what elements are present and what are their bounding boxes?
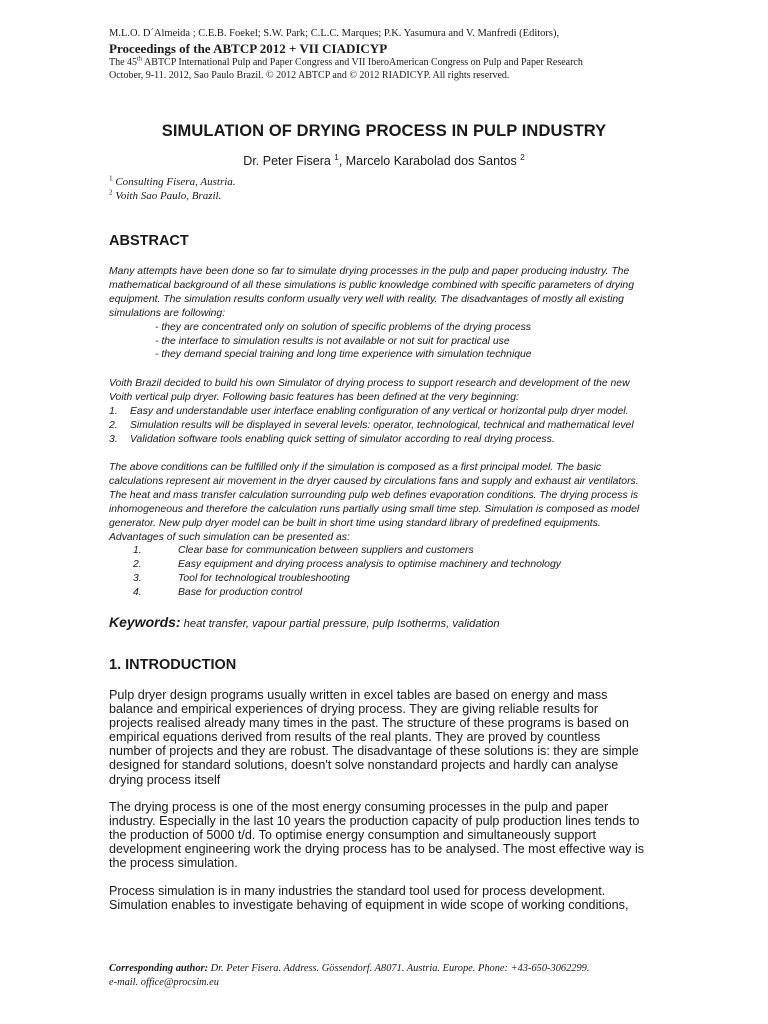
introduction-heading: 1. INTRODUCTION xyxy=(109,657,237,673)
intro-paragraph-2: The drying process is one of the most energy consuming processes in the pulp and paper industry. Especially in the last 10 years the production capacity of pulp production lines tends to the production of 5000 t/d. To optimise energy consumption and simultaneously support development engineering work the drying process has to be analysed. The most effective way is the process simulation. xyxy=(109,800,645,871)
list-item: 1. Clear base for communication between suppliers and customers xyxy=(133,545,474,557)
list-item: 4. Base for production control xyxy=(133,587,303,599)
footer-corresponding-author: Corresponding author: Dr. Peter Fisera. Address. Gössendorf. A8071. Austria. Europe. Phone: +43-650-3062299. xyxy=(109,963,590,974)
header-proceedings: Proceedings of the ABTCP 2012 + VII CIADICYP xyxy=(109,41,388,56)
abstract-paragraph-3: The above conditions can be fulfilled only if the simulation is composed as a first principal model. The basic calculations represent air movement in the dryer caused by circulations fans and supply and exhaust air ventilators. The heat and mass transfer calculation surrounding pulp web defines evaporation conditions. The drying process is inhomogeneous and therefore the calculation runs partially using small time step. Simulation is composed as model generator. New pulp dryer model can be built in short time using standard library of predefined equipments. Advantages of such simulation can be presented as: 1. Clear base for communication between suppliers and customers 2. Easy equipment and drying process analysis to optimise machinery and technology 3. Tool for technological troubleshooting 4. Base for production control xyxy=(109,461,658,600)
list-item: 3. Tool for technological troubleshooting xyxy=(133,573,350,585)
intro-paragraph-1: Pulp dryer design programs usually written in excel tables are based on energy and mass balance and empirical experiences of drying process. They are giving reliable results for projects realised already many times in the past. The structure of these programs is based on empirical equations derived from results of the real plants. They are proved by countless number of projects and they are robust. The disadvantage of these solutions is: they are simple designed for standard solutions, doesn't solve nonstandard projects and hardly can analyse drying process itself xyxy=(109,688,639,787)
abstract-paragraph-2: Voith Brazil decided to build his own Simulator of drying process to support research and development of the new Voith vertical pulp dryer. Following basic features has been defined at the very beginning: 1. Easy and understandable user interface enabling configuration of any vertical or horizontal pulp dryer model. 2. Simulation results will be displayed in several levels: operator, technological, technical and mathematical level 3. Validation software tools enabling quick setting of simulator according to real drying process. xyxy=(109,377,658,447)
header-date: October, 9-11. 2012, Sao Paulo Brazil. © 2012 ABTCP and © 2012 RIADICYP. All rights reserved. xyxy=(109,70,510,81)
list-item: 2. Simulation results will be displayed in several levels: operator, technological, technical and mathematical level xyxy=(109,419,634,431)
footer-email: e-mail. office@procsim.eu xyxy=(109,977,219,988)
affiliation-1: $^1$ Consulting Fisera, Austria. xyxy=(109,174,236,188)
paper-authors: Dr. Peter Fisera $^1$, Marcelo Karabolad dos Santos $^2$ xyxy=(243,152,525,168)
list-item: 3. Validation software tools enabling quick setting of simulator according to real drying process. xyxy=(109,433,555,445)
keywords xyxy=(109,614,500,630)
email-link[interactable]: office@procsim.eu xyxy=(140,977,219,988)
list-item: 2. Easy equipment and drying process analysis to optimise machinery and technology xyxy=(133,559,561,571)
list-item: - the interface to simulation results is not available or not suit for practical use xyxy=(155,335,510,347)
header-congress: The 45th ABTCP International Pulp and Paper Congress and VII IberoAmerican Congress on Pulp and Paper Research xyxy=(109,55,583,68)
abstract-paragraph-1: Many attempts have been done so far to simulate drying processes in the pulp and paper producing industry. The mathematical background of all these simulations is public knowledge combined with specific parameters of drying equipment. The simulation results conform usually very well with reality. The disadvantages of mostly all existing simulations are following: - they are concentrated only on solution of specific problems of the drying process - the interface to simulation results is not available or not suit for practical use - they demand special training and long time experience with simulation technique xyxy=(109,265,658,362)
list-item: - they are concentrated only on solution of specific problems of the drying process xyxy=(155,321,531,333)
list-item: - they demand special training and long time experience with simulation technique xyxy=(155,349,532,361)
affiliation-2: $^2$ Voith Sao Paulo, Brazil. xyxy=(109,188,222,202)
abstract-heading: ABSTRACT xyxy=(109,233,189,249)
keywords-text: heat transfer, vapour partial pressure, pulp Isotherms, validation xyxy=(180,618,500,630)
paper-title: SIMULATION OF DRYING PROCESS IN PULP INDUSTRY xyxy=(161,122,607,140)
list-item: 1. Easy and understandable user interface enabling configuration of any vertical or horizontal pulp dryer model. xyxy=(109,405,629,417)
keywords-label: Keywords: xyxy=(109,614,181,630)
intro-paragraph-3: Process simulation is in many industries the standard tool used for process development. Simulation enables to investigate behaving of equipment in wide scope of working conditions, xyxy=(109,884,629,913)
header-editors: M.L.O. D´Almeida ; C.E.B. Foekel; S.W. Park; C.L.C. Marques; P.K. Yasumura and V. Manfredi (Editors), xyxy=(109,28,560,39)
